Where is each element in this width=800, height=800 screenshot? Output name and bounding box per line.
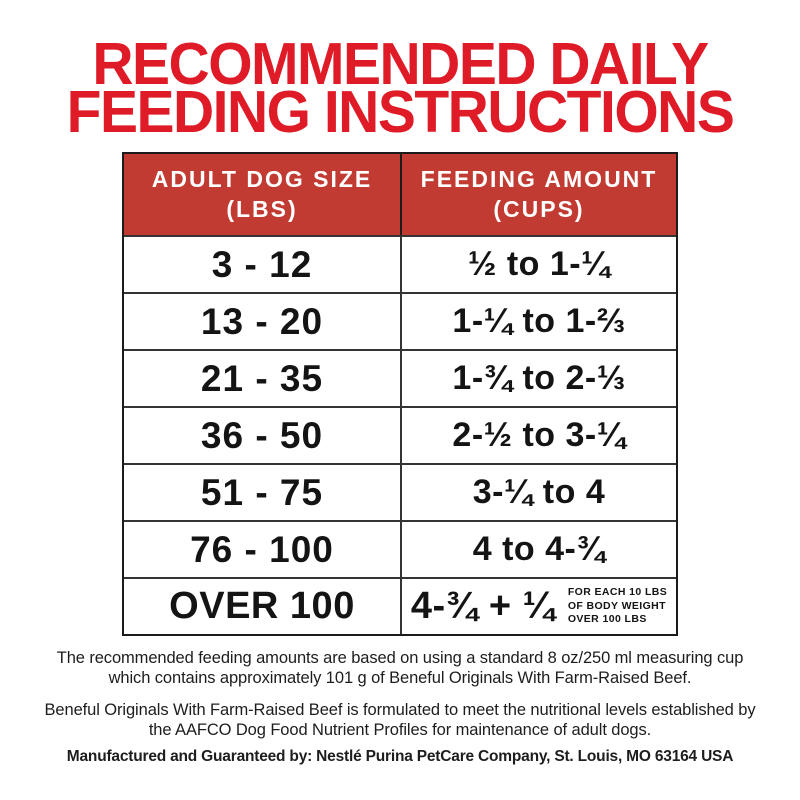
table-row xyxy=(124,463,676,520)
table-row xyxy=(124,292,676,349)
header-feeding-amount-line-1: FEEDING AMOUNT xyxy=(420,165,658,192)
page-title-line-1: RECOMMENDED DAILY xyxy=(92,30,708,98)
amount-cell: 1-¼ to 1-⅔ xyxy=(400,294,676,349)
amount-note-line-3: OVER 100 LBS xyxy=(567,613,647,626)
size-cell: OVER 100 xyxy=(169,585,355,627)
amount-value: 4-¾ + ¼ xyxy=(410,585,555,627)
feeding-table xyxy=(122,152,678,636)
amount-cell: 4 to 4-¾ xyxy=(400,522,676,577)
table-row xyxy=(124,349,676,406)
size-cell: 21 - 35 xyxy=(200,357,324,399)
size-cell: 51 - 75 xyxy=(200,471,324,513)
footnote-measuring-cup: The recommended feeding amounts are based on using a standard 8 oz/250 ml measuring cup which contains approximately 101 g of Beneful Originals With Farm-Raised Beef. xyxy=(56,649,744,687)
table-row xyxy=(124,235,676,292)
amount-cell xyxy=(400,579,676,634)
size-cell: 36 - 50 xyxy=(200,414,324,456)
header-dog-size-line-1: ADULT DOG SIZE xyxy=(151,165,373,192)
header-cell-dog-size xyxy=(124,154,400,235)
size-cell: 3 - 12 xyxy=(211,243,313,285)
amount-cell: 1-¾ to 2-⅓ xyxy=(400,351,676,406)
footnotes xyxy=(35,648,765,767)
page-title xyxy=(0,30,800,146)
table-row xyxy=(124,520,676,577)
footnote-aafco: Beneful Originals With Farm-Raised Beef is formulated to meet the nutritional levels established by the AAFCO Dog Food Nutrient Profiles for maintenance of adult dogs. xyxy=(44,701,756,739)
page-title-line-2: FEEDING INSTRUCTIONS xyxy=(66,78,734,146)
amount-note-line-1: FOR EACH 10 LBS xyxy=(567,585,668,598)
amount-note-line-2: OF BODY WEIGHT xyxy=(567,599,666,612)
footnote-manufacturer: Manufactured and Guaranteed by: Nestlé Purina PetCare Company, St. Louis, MO 63164 USA xyxy=(66,748,734,765)
amount-note xyxy=(568,586,667,628)
size-cell: 76 - 100 xyxy=(190,528,334,570)
header-feeding-amount-line-2: (CUPS) xyxy=(493,195,585,222)
amount-cell: 3-¼ to 4 xyxy=(400,465,676,520)
header-dog-size-line-2: (LBS) xyxy=(226,195,298,222)
amount-cell: ½ to 1-¼ xyxy=(400,237,676,292)
table-row xyxy=(124,406,676,463)
size-cell: 13 - 20 xyxy=(200,300,324,342)
header-cell-feeding-amount xyxy=(400,154,676,235)
feeding-table-header-row xyxy=(124,154,676,235)
amount-cell: 2-½ to 3-¼ xyxy=(400,408,676,463)
table-row xyxy=(124,577,676,634)
